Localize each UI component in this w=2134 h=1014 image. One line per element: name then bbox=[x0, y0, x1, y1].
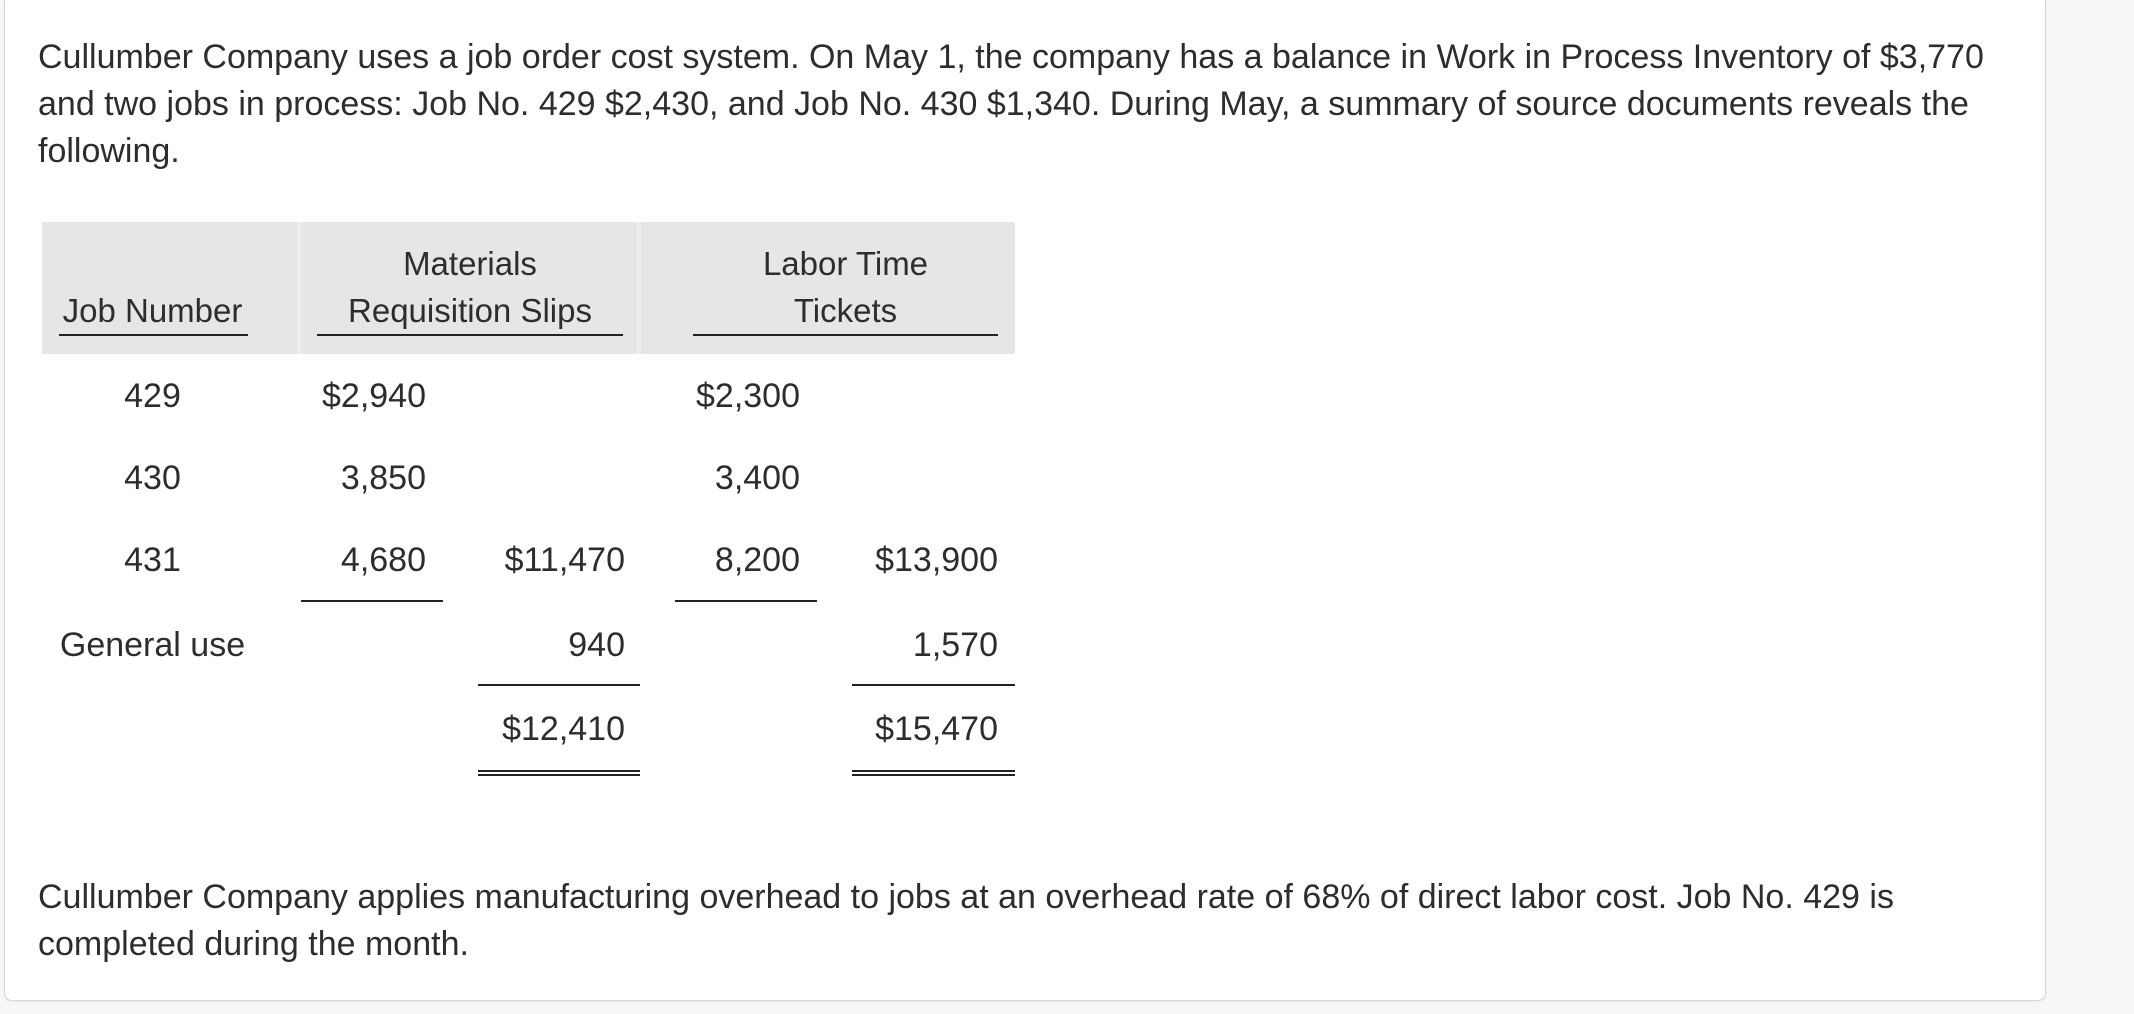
header-underline bbox=[317, 334, 623, 336]
materials-grand-total-cell: $12,410 bbox=[502, 710, 625, 748]
labor-general-use-cell: 1,570 bbox=[912, 626, 998, 664]
job-number-cell: 430 bbox=[124, 459, 181, 497]
total-underline bbox=[478, 684, 640, 686]
total-underline bbox=[852, 684, 1015, 686]
job-number-cell: 429 bbox=[124, 377, 181, 415]
labor-grand-total-cell: $15,470 bbox=[875, 710, 998, 748]
labor-cell: 3,400 bbox=[714, 459, 800, 497]
header-separator bbox=[297, 222, 301, 354]
labor-total-cell: $13,900 bbox=[875, 541, 998, 579]
materials-cell: 3,850 bbox=[340, 459, 426, 497]
header-underline bbox=[693, 334, 998, 336]
header-materials-line2: Requisition Slips bbox=[348, 292, 592, 329]
problem-card bbox=[4, 0, 2046, 1001]
job-number-cell: 431 bbox=[124, 541, 181, 579]
materials-total-cell: $11,470 bbox=[504, 541, 625, 579]
intro-paragraph: Cullumber Company uses a job order cost system. On May 1, the company has a balance in Work in Process Inventory of $3,770 and two jobs in process: Job No. 429 $2,430, and Job No. 430 $1,340. During May, a summary of source documents reveals the following. bbox=[38, 38, 1984, 170]
header-labor-line2: Tickets bbox=[793, 292, 898, 329]
closing-paragraph: Cullumber Company applies manufacturing overhead to jobs at an overhead rate of 68% of direct labor cost. Job No. 429 is completed during the month. bbox=[38, 878, 1894, 963]
header-job-number: Job Number bbox=[62, 292, 243, 329]
labor-cell: $2,300 bbox=[696, 377, 800, 415]
header-underline bbox=[59, 334, 248, 336]
materials-cell: $2,940 bbox=[322, 377, 426, 415]
header-separator bbox=[637, 222, 641, 354]
materials-cell: 4,680 bbox=[340, 541, 426, 579]
header-labor-line1: Labor Time bbox=[762, 245, 929, 282]
subtotal-underline bbox=[301, 600, 443, 602]
general-use-label: General use bbox=[59, 626, 246, 664]
subtotal-underline bbox=[675, 600, 817, 602]
double-underline bbox=[852, 770, 1015, 776]
labor-cell: 8,200 bbox=[714, 541, 800, 579]
double-underline bbox=[478, 770, 640, 776]
materials-general-use-cell: 940 bbox=[568, 626, 625, 664]
header-materials-line1: Materials bbox=[403, 245, 537, 282]
